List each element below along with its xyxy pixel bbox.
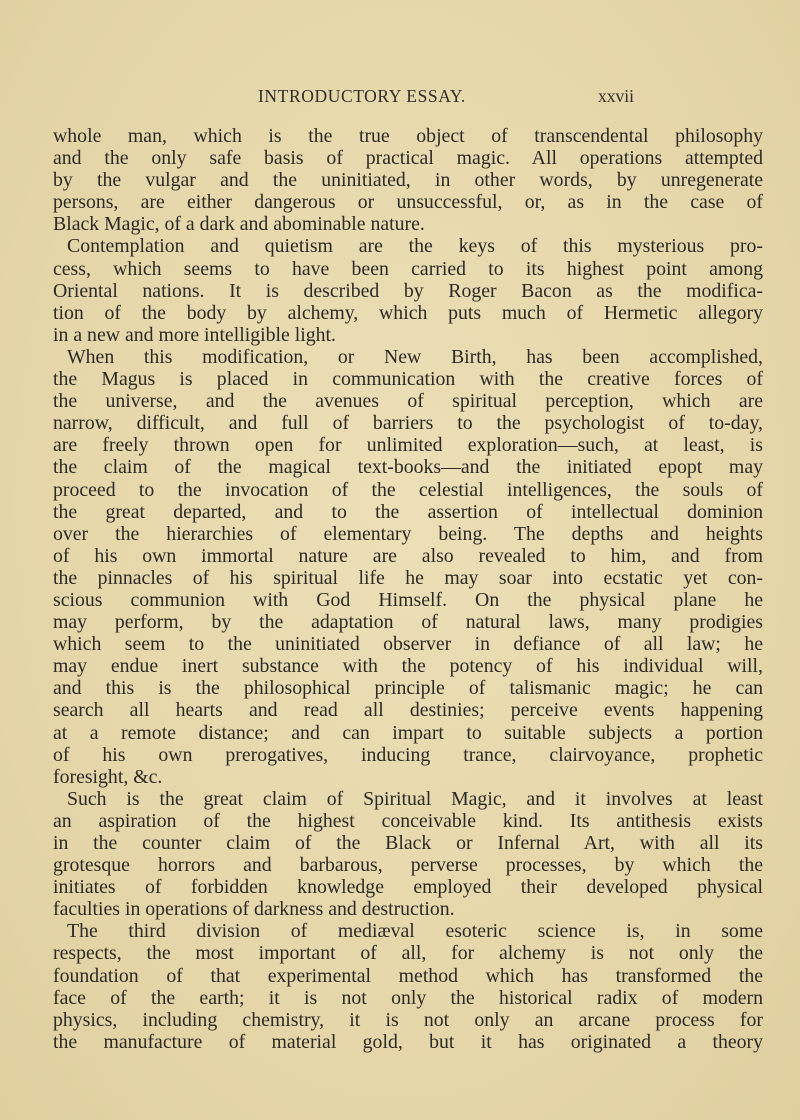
text-line: are freely thrown open for unlimited exploration—such, at least, is [53, 434, 763, 457]
text-line: by the vulgar and the uninitiated, in other words, by unregenerate [53, 169, 763, 192]
text-line: persons, are either dangerous or unsuccessful, or, as in the case of [53, 191, 763, 214]
text-line: whole man, which is the true object of transcendental philosophy [53, 125, 763, 147]
page-number: xxvii [598, 86, 634, 106]
text-line: may perform, by the adaptation of natural laws, many prodigies [53, 611, 763, 634]
text-line: search all hearts and read all destinies; perceive events happening [53, 699, 763, 722]
text-line: proceed to the invocation of the celestial intelligences, the souls of [53, 478, 763, 501]
text-line: tion of the body by alchemy, which puts much of Hermetic allegory [53, 301, 763, 324]
text-line: the Magus is placed in communication with the creative forces of [53, 368, 763, 391]
text-line: Contemplation and quietism are the keys of this mysterious pro- [67, 235, 763, 258]
running-title: INTRODUCTORY ESSAY. [258, 86, 466, 106]
text-line: the pinnacles of his spiritual life he may soar into ecstatic yet con- [53, 566, 763, 589]
text-line: and this is the philosophical principle of talismanic magic; he can [53, 677, 763, 700]
text-line: which seem to the uninitiated observer in defiance of all law; he [53, 633, 763, 656]
text-line: Oriental nations. It is described by Roger Bacon as the modifica- [53, 279, 763, 302]
text-line: When this modification, or New Birth, has been accomplished, [67, 345, 763, 368]
text-line: face of the earth; it is not only the historical radix of modern [53, 986, 763, 1009]
text-line: the great departed, and to the assertion of intellectual dominion [53, 500, 763, 523]
text-line: grotesque horrors and barbarous, perverse processes, by which the [53, 854, 763, 877]
text-line: The third division of mediæval esoteric science is, in some [67, 920, 763, 943]
text-line: initiates of forbidden knowledge employed their developed physical [53, 876, 763, 899]
text-line: foundation of that experimental method which has transformed the [53, 964, 763, 987]
text-line: narrow, difficult, and full of barriers to the psychologist of to-day, [53, 412, 763, 435]
running-head [258, 86, 658, 112]
text-line: the manufacture of material gold, but it has originated a theory [53, 1030, 763, 1053]
text-line: of his own immortal nature are also revealed to him, and from [53, 544, 763, 567]
text-line: cess, which seems to have been carried to its highest point among [53, 257, 763, 280]
text-line: and the only safe basis of practical magic. All operations attempted [53, 147, 763, 170]
text-line: foresight, &c. [53, 765, 163, 788]
text-line: scious communion with God Himself. On the physical plane he [53, 588, 763, 611]
text-line: at a remote distance; and can impart to suitable subjects a portion [53, 721, 763, 744]
text-line: of his own prerogatives, inducing trance, clairvoyance, prophetic [53, 743, 763, 766]
text-line: in a new and more intelligible light. [53, 323, 336, 346]
text-line: faculties in operations of darkness and destruction. [53, 898, 455, 921]
body-text [53, 125, 763, 1053]
text-line: Black Magic, of a dark and abominable nature. [53, 213, 425, 236]
text-line: the claim of the magical text-books—and the initiated epopt may [53, 456, 763, 479]
text-line: Such is the great claim of Spiritual Magic, and it involves at least [67, 787, 763, 810]
text-line: respects, the most important of all, for alchemy is not only the [53, 942, 763, 965]
text-line: the universe, and the avenues of spiritual perception, which are [53, 390, 763, 413]
text-line: over the hierarchies of elementary being. The depths and heights [53, 522, 763, 545]
text-line: an aspiration of the highest conceivable kind. Its antithesis exists [53, 809, 763, 832]
text-line: may endue inert substance with the potency of his individual will, [53, 655, 763, 678]
text-line: physics, including chemistry, it is not only an arcane process for [53, 1008, 763, 1031]
text-line: in the counter claim of the Black or Infernal Art, with all its [53, 832, 763, 854]
